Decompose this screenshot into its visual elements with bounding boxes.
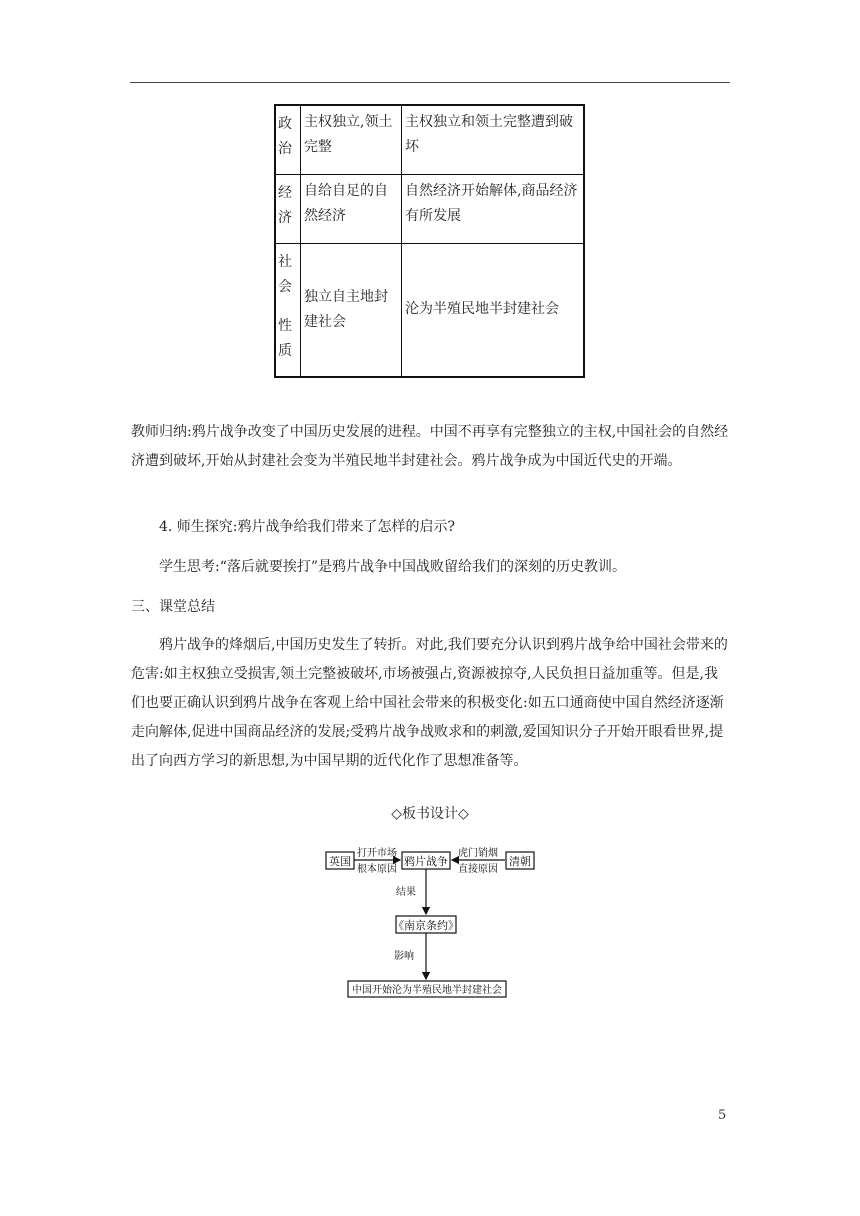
row-label — [275, 243, 301, 377]
after-cell: 沦为半殖民地半封建社会 — [402, 243, 585, 377]
explore-question: 4. 师生探究:鸦片战争给我们带来了怎样的启示? — [159, 519, 456, 535]
section-heading: 三、课堂总结 — [131, 599, 215, 615]
humen-label: 虎门销烟 — [458, 848, 498, 859]
direct-cause-label: 直接原因 — [458, 864, 498, 875]
before-cell: 独立自主地封建社会 — [301, 243, 402, 377]
influence-label: 影响 — [394, 951, 414, 962]
before-cell: 自给自足的自然经济 — [301, 174, 402, 243]
board-diagram — [320, 842, 540, 998]
board-design-title: ◇板书设计◇ — [391, 806, 469, 822]
row-label-part: 性质 — [278, 317, 292, 359]
open-market-label: 打开市场 — [357, 848, 397, 859]
page-number: 5 — [718, 1108, 727, 1123]
header-rule — [130, 82, 730, 83]
after-cell: 自然经济开始解体,商品经济有所发展 — [402, 174, 585, 243]
comparison-table — [274, 104, 585, 378]
root-cause-label: 根本原因 — [357, 864, 397, 875]
britain-label: 英国 — [329, 855, 351, 868]
qing-label: 清朝 — [509, 855, 531, 868]
row-label: 政治 — [275, 105, 301, 174]
outcome-label: 中国开始沦为半殖民地半封建社会 — [352, 985, 502, 996]
result-label: 结果 — [396, 887, 416, 898]
opium-war-label: 鸦片战争 — [404, 855, 448, 868]
summary-paragraph: 鸦片战争的烽烟后,中国历史发生了转折。对此,我们要充分认识到鸦片战争给中国社会带来的危害:如主权独立受损害,领土完整被破坏,市场被强占,资源被掠夺,人民负担日益加重等。但是,我们也要正确认识到鸦片战争在客观上给中国社会带来的积极变化:如五口通商使中国自然经济逐渐走向解体,促进中国商品经济的发展;受鸦片战争战败求和的刺激,爱国知识分子开始开眼看世界,提出了向西方学习的新思想,为中国早期的近代化作了思想准备等。 — [131, 637, 728, 769]
teacher-summary-paragraph: 教师归纳:鸦片战争改变了中国历史发展的进程。中国不再享有完整独立的主权,中国社会的自然经济遭到破坏,开始从封建社会变为半殖民地半封建社会。鸦片战争成为中国近代史的开端。 — [131, 424, 729, 469]
before-cell: 主权独立,领土完整 — [301, 105, 402, 174]
after-cell: 主权独立和领土完整遭到破坏 — [402, 105, 585, 174]
table-row — [275, 174, 584, 243]
student-think-paragraph: 学生思考:“落后就要挨打”是鸦片战争中国战败留给我们的深刻的历史教训。 — [159, 559, 627, 575]
treaty-label: 《南京条约》 — [393, 919, 459, 932]
table-row — [275, 105, 584, 174]
table-row — [275, 243, 584, 377]
row-label-part: 社会 — [278, 253, 292, 295]
row-label: 经济 — [275, 174, 301, 243]
